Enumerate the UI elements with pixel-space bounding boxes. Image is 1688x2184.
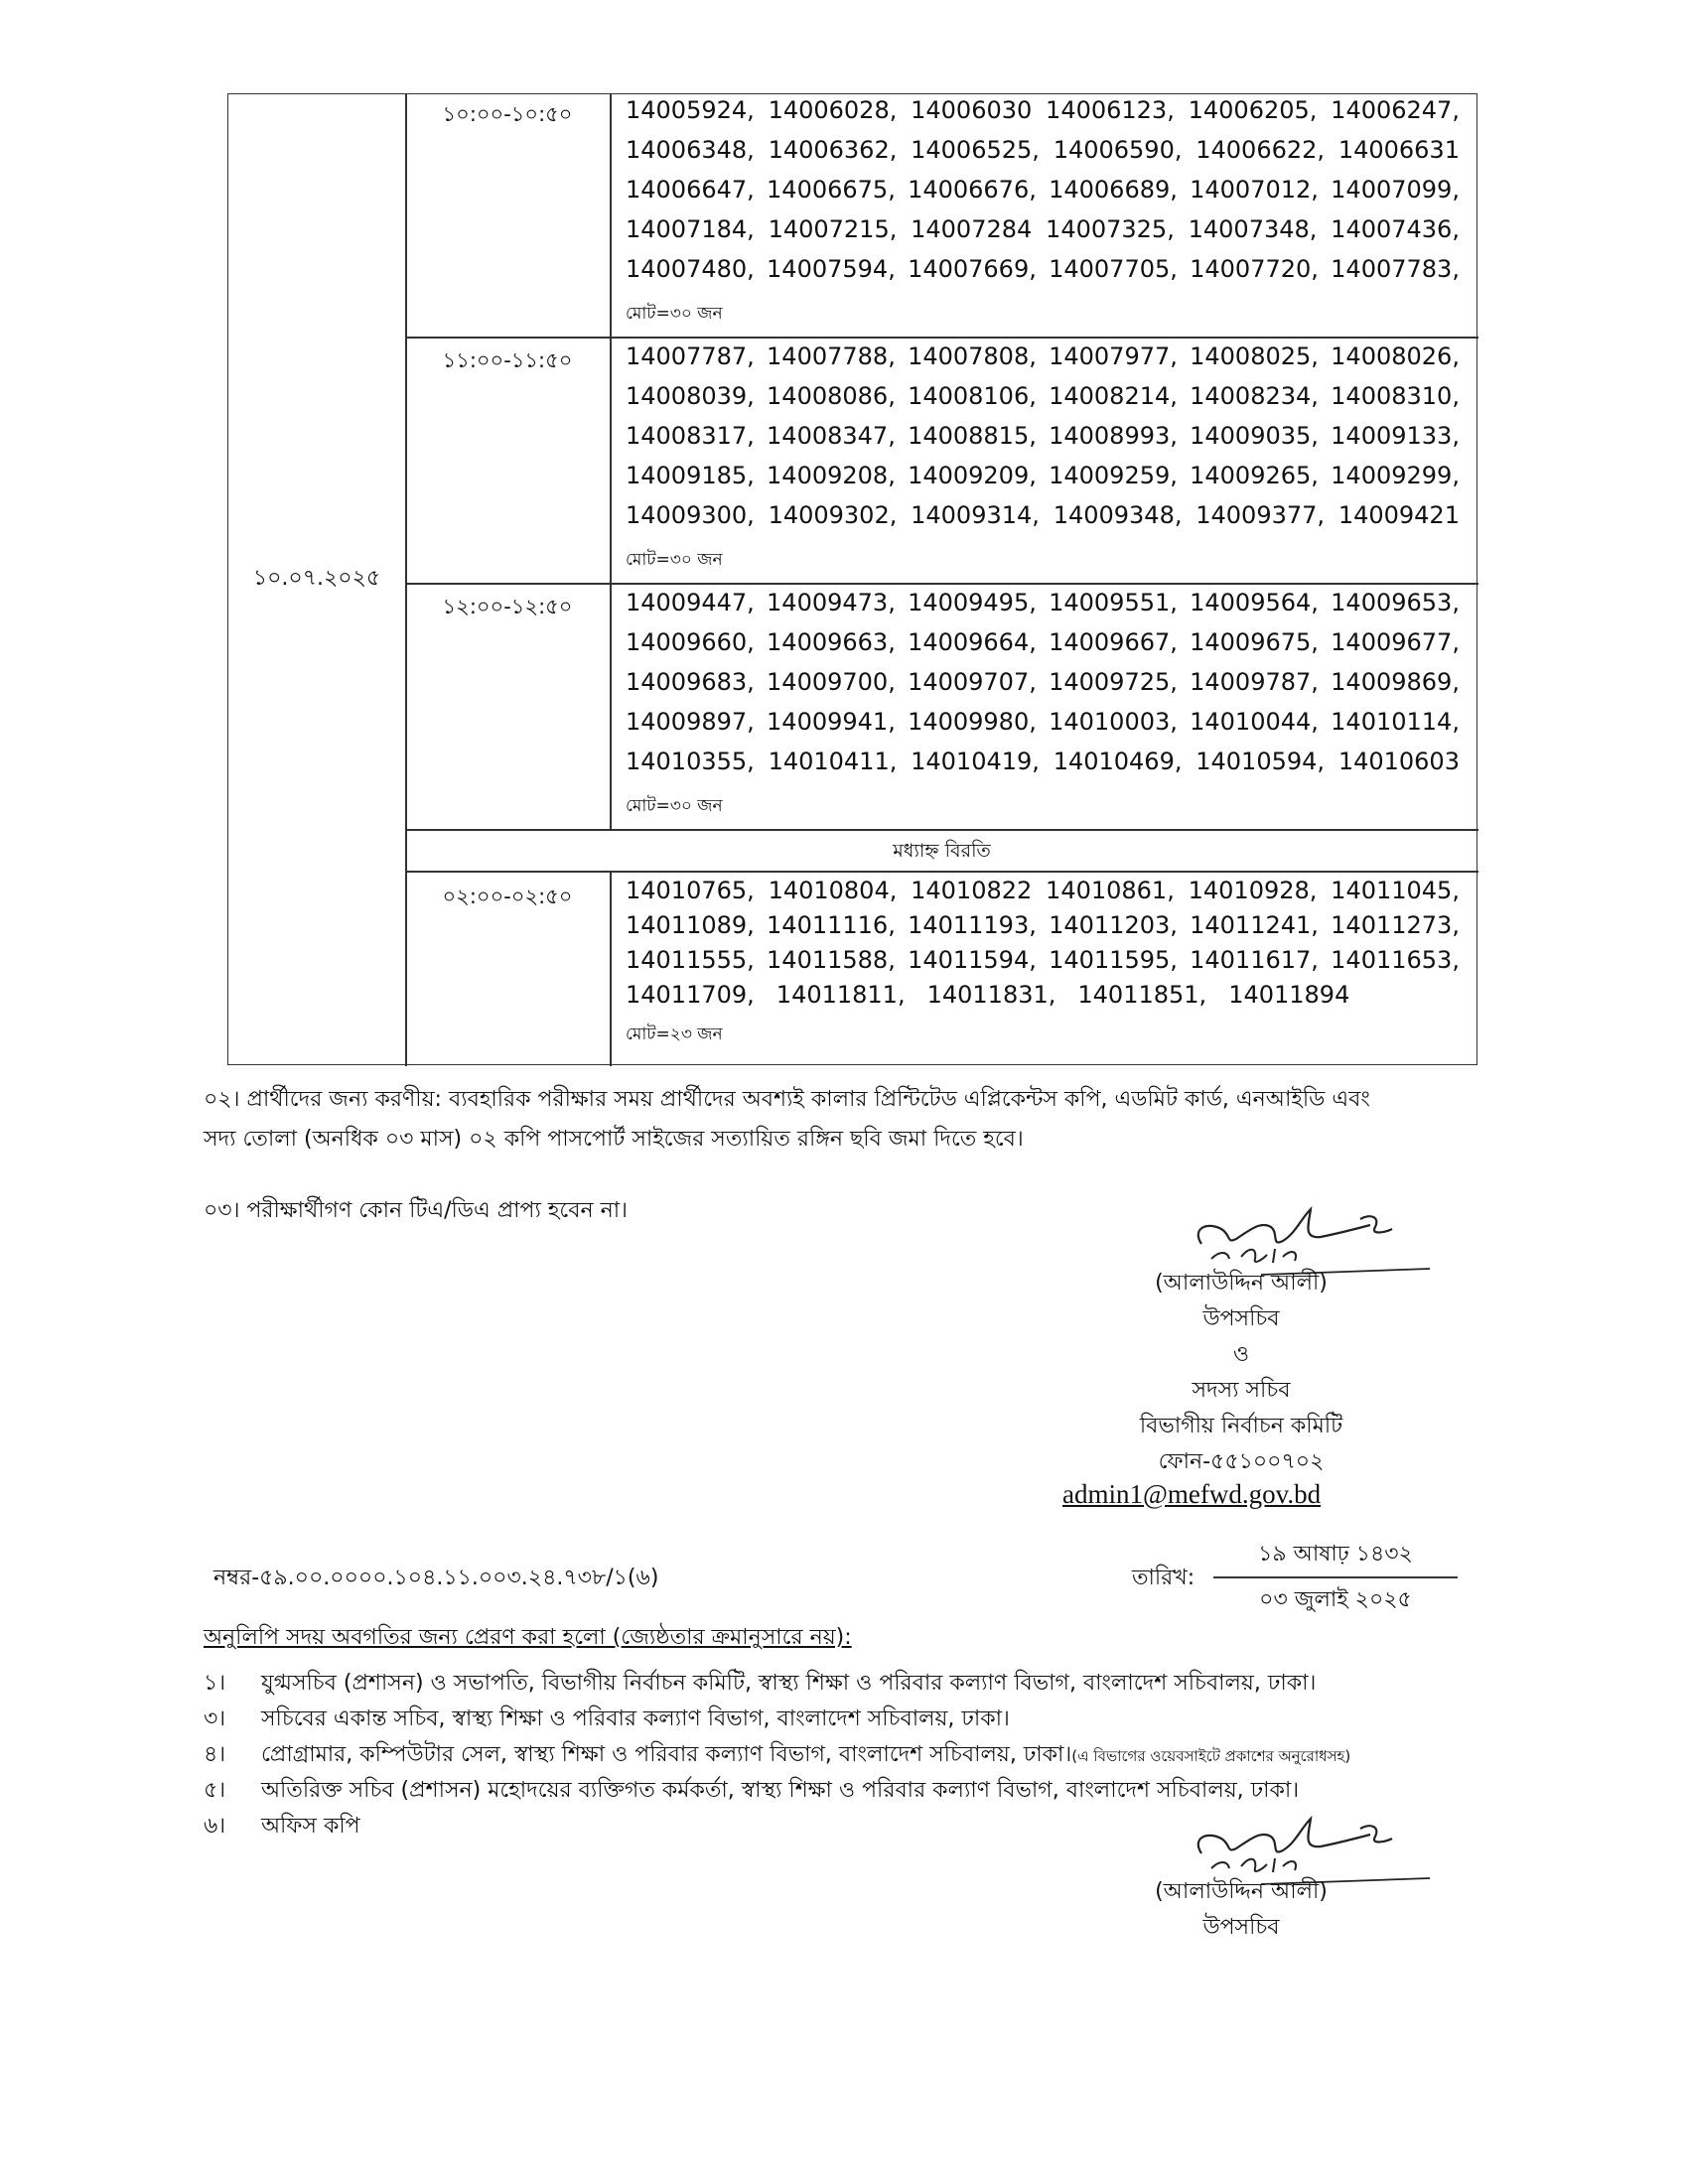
signatory-name: (আলাউদ্দিন আলী)	[1155, 1879, 1328, 1904]
signatory-block-2	[1072, 1874, 1410, 1946]
id-row: 14009185, 14009208, 14009209, 14009259, 14009265, 14009299,	[626, 462, 1460, 489]
slot-time: ১০:০০-১০:৫০	[442, 102, 573, 126]
list-item-note: (এ বিভাগের ওয়েবসাইটে প্রকাশের অনুরোধসহ)	[1071, 1747, 1351, 1765]
candidate-ids	[626, 877, 1460, 1049]
signatory-committee: বিভাগীয় নির্বাচন কমিটি	[1139, 1414, 1343, 1438]
candidate-ids	[626, 589, 1460, 821]
id-row: 14008039, 14008086, 14008106, 14008214, 14008234, 14008310,	[626, 382, 1460, 410]
id-row: 14011555, 14011588, 14011594, 14011595, 14011617, 14011653,	[626, 946, 1460, 974]
signatory-designation: উপসচিব	[1202, 1915, 1280, 1940]
slot-time: ০২:০০-০২:৫০	[442, 885, 573, 908]
id-row: 14011709, 14011811, 14011831, 14011851, 14011894	[626, 981, 1350, 1009]
instruction-item-2: ০২। প্রার্থীদের জন্য করণীয়: ব্যবহারিক পরীক্ষার সময় প্রার্থীদের অবশ্যই কালার প্রিন্টিটেড এপ্লিকেন্টস কপি, এডমিট কার্ড, এনআইডি এবং সদ্য তোলা (অনধিক ০৩ মাস) ০২ কপি পাসপোর্ট সাইজের সত্যায়িত রঙ্গিন ছবি জমা দিতে হবে।	[204, 1087, 1370, 1152]
signatory-phone: ফোন-৫৫১০০৭০২	[1158, 1449, 1325, 1474]
memo-number: নম্বর-৫৯.০০.০০০০.১০৪.১১.০০৩.২৪.৭৩৮/১(৬)	[213, 1566, 659, 1590]
memo-date-english: ০৩ জুলাই ২০২৫	[1259, 1587, 1412, 1612]
id-row: 14011089, 14011116, 14011193, 14011203, 14011241, 14011273,	[626, 911, 1460, 939]
date-divider	[1213, 1576, 1458, 1578]
copies-heading: অনুলিপি সদয় অবগতির জন্য প্রেরণ করা হলো (জ্যেষ্ঠতার ক্রমানুসারে নয়):	[204, 1625, 852, 1650]
signatory-email-link[interactable]: admin1@mefwd.gov.bd	[1062, 1479, 1322, 1509]
slot-total: মোট=২৩ জন	[626, 1024, 723, 1044]
list-item: ৩। সচিবের একান্ত সচিব, স্বাস্থ্য শিক্ষা ও পরিবার কল্যাণ বিভাগ, বাংলাদেশ সচিবালয়, ঢাকা।	[204, 1706, 1010, 1731]
id-row: 14010355, 14010411, 14010419, 14010469, 14010594, 14010603	[626, 748, 1460, 775]
signatory-block	[1072, 1266, 1410, 1480]
memo-date-label: তারিখ:	[1132, 1566, 1196, 1590]
list-item: ১। যুগ্মসচিব (প্রশাসন) ও সভাপতি, বিভাগীয় নির্বাচন কমিটি, স্বাস্থ্য শিক্ষা ও পরিবার কল্যাণ বিভাগ, বাংলাদেশ সচিবালয়, ঢাকা।	[204, 1671, 1317, 1696]
id-row: 14009660, 14009663, 14009664, 14009667, 14009675, 14009677,	[626, 628, 1460, 656]
list-item: ৫। অতিরিক্ত সচিব (প্রশাসন) মহোদয়ের ব্যক্তিগত কর্মকর্তা, স্বাস্থ্য শিক্ষা ও পরিবার কল্যাণ বিভাগ, বাংলাদেশ সচিবালয়, ঢাকা।	[204, 1778, 1300, 1803]
slot-total: মোট=৩০ জন	[626, 550, 723, 570]
candidate-ids	[626, 342, 1460, 575]
signatory-name: (আলাউদ্দিন আলী)	[1155, 1271, 1328, 1296]
id-row: 14007184, 14007215, 14007284 14007325, 14007348, 14007436,	[626, 215, 1460, 243]
list-item: ৪। প্রোগ্রামার, কম্পিউটার সেল, স্বাস্থ্য শিক্ষা ও পরিবার কল্যাণ বিভাগ, বাংলাদেশ সচিবালয়, ঢাকা।(এ বিভাগের ওয়েবসাইটে প্রকাশের অনুরোধসহ)	[204, 1742, 1351, 1767]
id-row: 14009683, 14009700, 14009707, 14009725, 14009787, 14009869,	[626, 668, 1460, 696]
lunch-break-label: মধ্যাহ্ন বিরতি	[893, 840, 991, 862]
id-row: 14006348, 14006362, 14006525, 14006590, 14006622, 14006631	[626, 136, 1460, 164]
id-row: 14006647, 14006675, 14006676, 14006689, 14007012, 14007099,	[626, 176, 1460, 204]
id-row: 14009300, 14009302, 14009314, 14009348, 14009377, 14009421	[626, 501, 1460, 529]
slot-time: ১২:০০-১২:৫০	[442, 595, 573, 618]
exam-date: ১০.০৭.২০২৫	[252, 566, 381, 591]
slot-total: মোট=৩০ জন	[626, 304, 723, 324]
signatory-designation: উপসচিব	[1202, 1306, 1280, 1331]
id-row: 14007480, 14007594, 14007669, 14007705, 14007720, 14007783,	[626, 255, 1460, 283]
instruction-item-3: ০৩। পরীক্ষার্থীগণ কোন টিএ/ডিএ প্রাপ্য হবেন না।	[204, 1198, 628, 1223]
candidate-ids	[626, 96, 1460, 329]
id-row: 14007787, 14007788, 14007808, 14007977, 14008025, 14008026,	[626, 342, 1460, 370]
id-row: 14005924, 14006028, 14006030 14006123, 14006205, 14006247,	[626, 96, 1460, 124]
slot-total: মোট=৩০ জন	[626, 796, 723, 816]
id-row: 14009447, 14009473, 14009495, 14009551, 14009564, 14009653,	[626, 589, 1460, 616]
id-row: 14008317, 14008347, 14008815, 14008993, 14009035, 14009133,	[626, 422, 1460, 450]
id-row: 14009897, 14009941, 14009980, 14010003, 14010044, 14010114,	[626, 708, 1460, 736]
id-row: 14010765, 14010804, 14010822 14010861, 14010928, 14011045,	[626, 877, 1460, 904]
memo-date-bangla: ১৯ আষাঢ় ১৪৩২	[1258, 1542, 1413, 1567]
schedule-table	[227, 93, 1477, 1065]
signatory-role: সদস্য সচিব	[1192, 1378, 1291, 1403]
slot-time: ১১:০০-১১:৫০	[442, 348, 573, 372]
list-item: ৬। অফিস কপি	[204, 1814, 360, 1839]
signatory-conjunction: ও	[1232, 1342, 1250, 1367]
